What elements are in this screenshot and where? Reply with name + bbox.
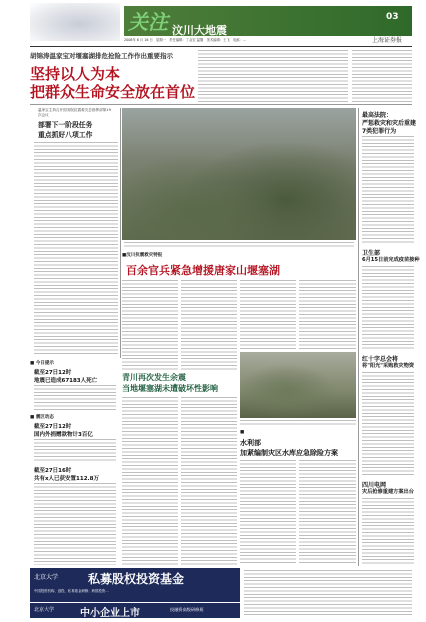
left-col-rule <box>120 108 121 358</box>
brief1-title-1: 截至27日12时 <box>34 370 72 376</box>
brief1-title-2: 地震已造成67183人死亡 <box>34 378 98 384</box>
main-story-tag: ■汶川抗震救灾特报 <box>122 253 163 258</box>
right-item2-title-2: 6月15日前完成疫苗接种 <box>362 257 420 263</box>
center-story-col1 <box>122 397 178 565</box>
masthead-rule <box>30 46 412 47</box>
ad1-school: 北京大学 <box>34 574 59 581</box>
main-photo <box>122 108 356 240</box>
ad1-subtitle: 中国投资机构、创投、私募基金研修；跨国投资… <box>34 589 109 593</box>
center-photo <box>240 352 356 418</box>
right-item3-text <box>362 372 414 476</box>
side-body-text <box>34 142 118 354</box>
main-story-col2 <box>181 280 237 370</box>
center-story-headline-1: 青川再次发生余震 <box>122 372 186 382</box>
lead-body-text <box>198 50 348 102</box>
right-item4-text <box>362 498 414 566</box>
bottom-right-text <box>244 570 412 616</box>
right-item2-text <box>362 266 414 350</box>
side-deck-small: 温家宝主持召开国务院抗震救灾总指挥部第19次会议 <box>38 108 111 117</box>
brief3-title-1: 截至27日16时 <box>34 468 72 474</box>
date-line: 2008年 6 月 16 日 星期一 责任编辑：丁金宏 温馨 美术编辑：王飞 电邮：... <box>124 38 246 42</box>
right-item1-title-1: 最高法院： <box>362 112 393 119</box>
brief3-text <box>34 483 116 565</box>
lead-headline-1: 坚持以人为本 <box>30 65 121 83</box>
section-title: 关注 <box>128 10 168 34</box>
brief3-title-2: 共有x人已获安置112.8万 <box>34 476 99 482</box>
brief-tag-2: ■ 震区动态 <box>30 415 54 420</box>
ad-banner-2 <box>30 603 240 618</box>
center-photo-caption <box>240 420 356 425</box>
center-story-headline-2: 当地堰塞湖未遭破坏性影响 <box>122 383 218 393</box>
right-item1-title-2: 严惩救灾和灾后重建 <box>362 120 417 127</box>
brief-tag-1: ■ 今日提示 <box>30 361 54 366</box>
ad-banner-1 <box>30 568 240 602</box>
right-item3-title-1: 红十字总会将 <box>362 356 399 363</box>
main-story-col4 <box>299 280 356 350</box>
bottom-story-headline-1: 水利部 <box>240 439 261 447</box>
center-story-col2 <box>181 397 237 565</box>
ad1-title: 私募股权投资基金 <box>88 572 185 586</box>
right-item4-title-1: 四川电网 <box>362 482 387 489</box>
page-number: 03 <box>386 12 399 22</box>
bottom-story-col1 <box>240 460 296 565</box>
bottom-story-col2 <box>299 460 356 565</box>
brief1-text <box>34 385 116 411</box>
right-item4-title-2: 灾后抢修重建方案出台 <box>362 489 414 495</box>
side-deck-big-1: 部署下一阶段任务 <box>38 121 93 129</box>
lead-rule <box>30 104 412 105</box>
lead-kicker: 胡锦涛温家宝对堰塞湖排危抢险工作作出重要指示 <box>30 52 173 60</box>
main-story-headline: 百余官兵紧急增援唐家山堰塞湖 <box>126 264 280 277</box>
lead-body-text-2 <box>352 50 412 102</box>
ad2-school: 北京大学 <box>34 607 55 613</box>
brief2-title-2: 国内外捐赠款物计3百亿 <box>34 432 93 438</box>
side-deck-big-2: 重点抓好八项工作 <box>38 131 93 139</box>
right-col-rule <box>358 108 359 566</box>
paper-name: 上海证券报 <box>372 37 403 44</box>
ad2-title: 中小企业上市 <box>80 608 140 619</box>
lead-headline-2: 把群众生命安全放在首位 <box>30 83 196 101</box>
masthead <box>0 0 426 46</box>
right-item3-title-2: 将"阳光"采购救灾物资 <box>362 363 415 369</box>
brief2-text <box>34 439 116 463</box>
main-story-col3 <box>240 280 296 350</box>
right-item1-text <box>362 136 414 244</box>
bottom-story-headline-2: 加紧编制灾区水库应急除险方案 <box>240 449 338 457</box>
main-story-col1 <box>122 280 178 370</box>
ad2-right: 投融资高级研修班 <box>170 607 204 612</box>
section-subtitle: 汶川大地震 <box>172 24 227 37</box>
brief2-title-1: 截至27日12时 <box>34 424 72 430</box>
right-item2-title-1: 卫生部 <box>362 250 381 257</box>
bottom-story-tag: ■ <box>240 430 245 435</box>
right-item1-title-3: 7类犯罪行为 <box>362 128 397 135</box>
main-photo-caption <box>124 242 354 248</box>
map-graphic <box>30 3 120 41</box>
